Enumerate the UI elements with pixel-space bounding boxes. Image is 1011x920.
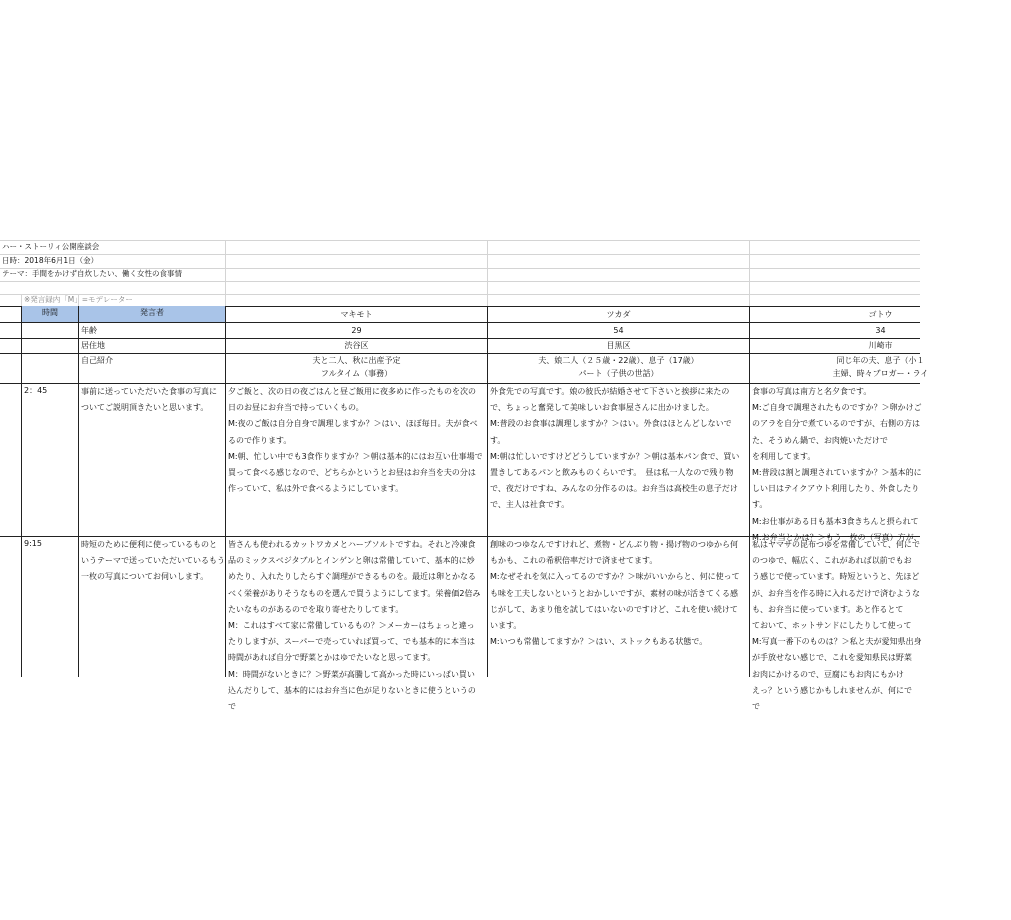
answer-line: 私はヤマサの昆布つゆを常備していて、何にで [752,540,920,549]
answer-line: M:普段のお食事は調理しますか？＞はい。外食はほとんどしないで [490,419,732,429]
answer-line: 外食先での写真です。娘の彼氏が結婚させて下さいと挨拶に来たの [490,387,730,396]
answer-line: たりしますが、スーパーで売っていれば買って、でも基本的に本当は [228,637,476,647]
moderator-note: ※発言録内「M」=モデレーター [24,295,133,304]
answer-line: お肉にかけるので、豆腐にもお肉にもかけ [752,669,904,679]
answer-line: で [228,701,236,711]
answer-line: います。 [490,620,522,630]
answer-line: M：これはすべて家に常備しているもの？＞メーカーはちょっと違っ [228,620,475,630]
participant-intro-3[interactable] [750,354,1011,380]
answer-line: が手放せない感じで、これを愛知県民は野菜 [752,653,912,663]
answer-line: 置きしてあるパンと飲みものくらいです。 昼は私一人なので残り物 [490,467,734,477]
gridline-row-2 [0,254,920,255]
question-cell-1[interactable] [81,384,225,416]
answer-line: M:いつも常備してますか？＞はい、ストックもある状態で。 [490,637,708,647]
participant-residence-2[interactable]: 目黒区 [606,341,631,350]
header-speaker-label: 発言者 [140,308,164,317]
question-2-line: いうテーマで送っていただいているもう [81,556,225,566]
residence-label[interactable]: 居住地 [81,341,105,350]
answer-line: で、夜だけですね、みんなの分作るのは。お弁当は高校生の息子だけ [490,484,738,494]
answer-line: 作っていて、私は外で食べるようにしています。 [228,484,404,494]
answer-cell-1-3[interactable] [752,384,920,546]
question-cell-2[interactable] [81,537,225,586]
answer-line: が、お弁当を作る時に入れるだけで済むような [752,588,920,598]
participant-intro-3-line-2: 主婦、時々ブロガー・ライ [832,369,929,378]
answer-line: しい日はテイクアウト利用したり、外食したり [752,484,920,494]
answer-line: M：時間がないときに？＞野菜が高騰して高かった時にいっぱい買い [228,669,475,679]
participant-intro-2[interactable] [488,354,749,380]
participant-name-2[interactable]: ツカダ [606,310,631,319]
answer-line: M:朝、忙しい中でも3食作りますか？＞朝は基本的にはお互い仕事場で [228,451,483,461]
intro-label[interactable]: 自己紹介 [81,356,113,365]
answer-line: たいなものがあるのでを取り寄せたりしてます。 [228,604,404,614]
answer-line: で、主人は社食です。 [490,500,570,510]
answer-cell-1-2[interactable] [490,384,748,514]
participant-age-3[interactable]: 34 [875,326,886,335]
answer-line: 皆さんも使われるカットワカメとハーブソルトですね。それと冷凍食 [228,540,476,549]
answer-line: 夕ご飯と、次の日の夜ごはんと昼ご飯用に夜多めに作ったものを次の [228,387,476,396]
time-cell-1[interactable]: 2：45 [24,386,48,395]
answer-line: のアラを自分で煮ているのですが、右側の方は [752,419,920,429]
participant-age-1[interactable]: 29 [351,326,362,335]
answer-line: M:夜のご飯は自分自身で調理しますか？＞はい、ほぼ毎日。夫が食べ [228,419,478,429]
answer-line: M:写真一番下のものは？＞私と夫が愛知県出身 [752,637,922,647]
answer-line: す。 [490,435,506,445]
participant-intro-2-line-1: 夫、娘二人（２５歳・22歳）、息子（17歳） [538,356,699,365]
border-col-b [78,306,79,677]
question-2-line: 一枚の写真についてお伺いします。 [81,572,209,582]
participant-intro-1-line-1: 夫と二人、秋に出産予定 [312,356,401,365]
answer-line: 食事の写真は南方と名夕食です。 [752,387,872,396]
gridline-row-4 [0,281,920,282]
answer-line: えっ？という感じかもしれませんが、何にで [752,685,912,695]
participant-intro-1-line-2: フルタイム（事務） [320,369,393,378]
answer-line: ておいて、ホットサンドにしたりして使って [752,620,912,630]
participant-intro-2-line-2: パート（子供の世話） [578,369,659,378]
header-time-label: 時間 [42,308,58,317]
spreadsheet [0,240,929,711]
participant-intro-3-line-1: 同じ年の夫、息子（小１ [836,356,925,365]
gridline-row-5 [0,294,920,295]
answer-line: も味を工夫しないというとおかしいですが、素材の味が活きてくる感 [490,588,738,598]
border-row-header-bottom [0,322,920,323]
participant-residence-3[interactable]: 川崎市 [868,341,893,350]
answer-line: で [752,701,760,711]
answer-line: 品のミックスベジタブルとインゲンと卵は常備していて、基本的に炒 [228,556,475,566]
answer-cell-2-2[interactable] [490,537,748,677]
event-theme: テーマ：手間をかけず自炊したい、働く女性の食事情 [2,269,182,278]
answer-line: M:朝は忙しいですけどどうしていますか？＞朝は基本パン食で、買い [490,451,740,461]
answer-line: M:なぜそれを気に入ってるのですか？＞味がいいからと、何に使って [490,572,740,582]
time-cell-2[interactable]: 9:15 [24,539,42,548]
answer-cell-2-1[interactable] [228,537,486,711]
answer-line: M:お弁当とかは？＞もう一枚の（写真）方が、 [752,532,922,542]
answer-line: M:普段は割と調理されていますか？＞基本的に [752,467,922,477]
answer-cell-1-1[interactable] [228,384,486,497]
participant-intro-1[interactable] [226,354,487,380]
answer-line: う感じで使っています。時短というと、先ほど [752,572,920,582]
answer-line: めたり、入れたりしたらすぐ調理ができるものを。最近は卵とかなる [228,572,476,582]
border-col-a [21,306,22,677]
answer-line: M:ご自身で調理されたものですか？＞卵かけご [752,403,922,413]
sheet-title: ハー・ストーリィ公開座談会 [2,242,100,251]
gridline-row-1 [0,240,920,241]
age-label[interactable]: 年齢 [81,326,97,335]
question-1-line: 事前に送っていただいた食事の写真に [81,387,217,396]
answer-line: で、ちょっと奮発して美味しいお食事屋さんに出かけました。 [490,403,714,413]
answer-line: M:お仕事がある日も基本3食きちんと摂られて [752,516,919,526]
event-date: 日時：2018年6月1日（金） [2,256,99,265]
answer-line: 日のお昼にお弁当で持っていくもの。 [228,403,364,413]
answer-line: 時間があれば自分で野菜とかはゆでたいなと思ってます。 [228,653,436,663]
participant-residence-1[interactable]: 渋谷区 [344,341,369,350]
answer-line: た、そうめん鍋で、お肉焼いただけで [752,435,888,445]
answer-line: べく栄養がありそうなものを選んで買うようにしてます。栄養価2倍み [228,588,481,598]
question-1-line: ついてご説明頂きたいと思います。 [81,403,209,413]
answer-line: も、お弁当に使っています。あと作るとて [752,604,904,614]
question-2-line: 時短のために便利に使っているものと [81,540,217,549]
participant-age-2[interactable]: 54 [613,326,624,335]
answer-line: もかも、これの希釈倍率だけで済ませてます。 [490,556,658,566]
answer-line: す。 [752,500,768,510]
answer-line: 込んだりして、基本的にはお弁当に色が足りないときに使うというの [228,685,476,695]
answer-line: 買って食べる感じなので、どちらかというとお昼はお弁当を夫の分は [228,467,476,477]
answer-line: のつゆで、幅広く、これがあれば以前でもお [752,556,912,566]
participant-name-1[interactable]: マキモト [340,310,373,319]
answer-line: るので作ります。 [228,435,292,445]
answer-line: を利用してます。 [752,451,816,461]
answer-line: じがして、あまり他を試してはいないのですけど、これを使い続けて [490,604,738,614]
answer-line: 創味のつゆなんですけれど、煮物・どんぶり物・揚げ物のつゆから何 [490,540,738,549]
participant-name-3[interactable]: ゴトウ [868,310,893,319]
